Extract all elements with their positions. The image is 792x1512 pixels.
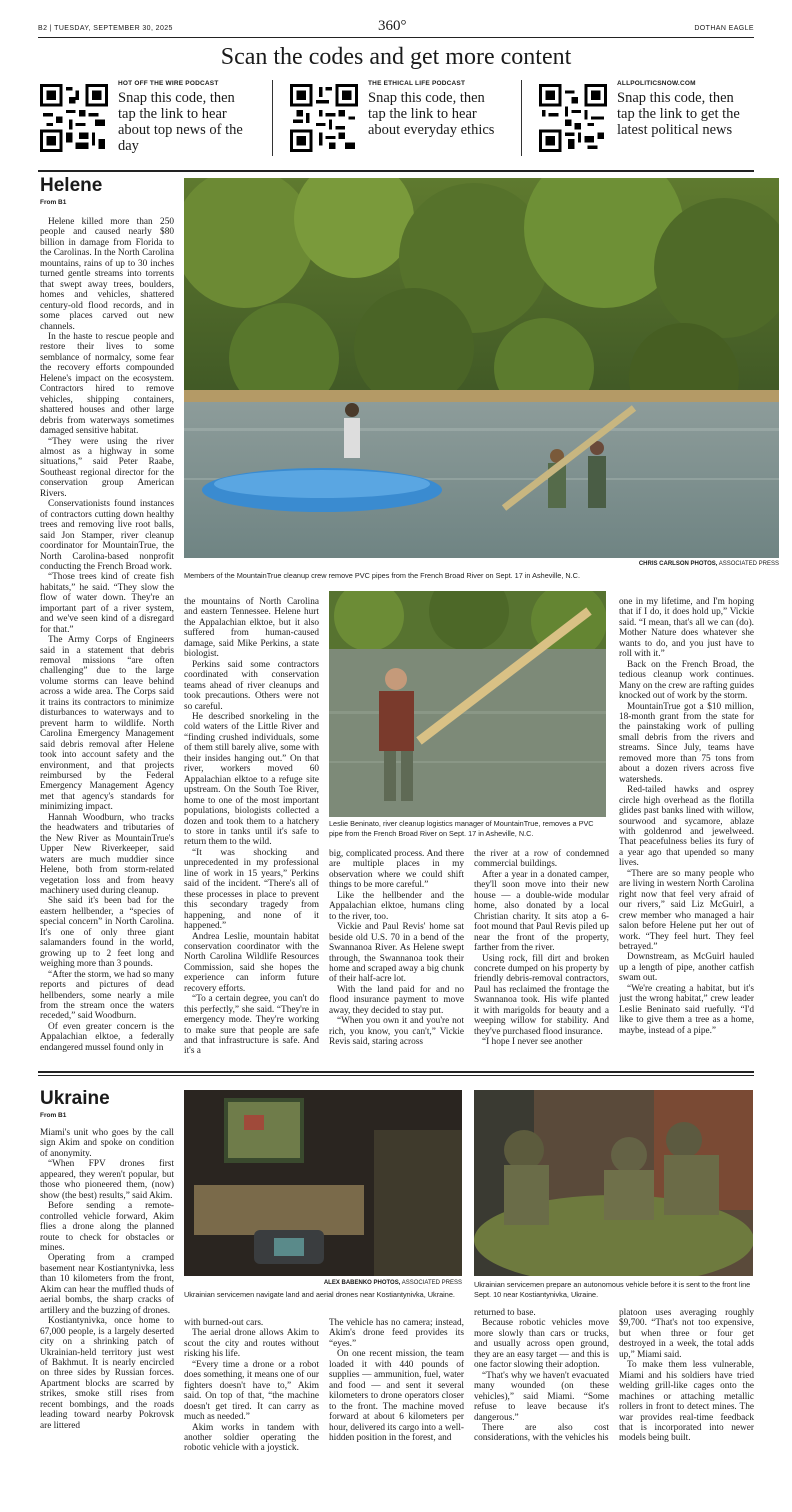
credit-organization: ASSOCIATED PRESS <box>718 561 779 567</box>
credit-organization: ASSOCIATED PRESS <box>401 1280 462 1286</box>
article-paragraph: “We're creating a habitat, but it's just the wrong habitat,” crew leader Leslie Beninato said ruefully. “I'd like to give them a tree as a home, maybe, instead of a pipe.” <box>619 983 754 1036</box>
article-paragraph: Before sending a remote-controlled vehicle forward, Akim flies a drone along the planned route to check for obstacles or mines. <box>40 1201 174 1253</box>
ukraine-caption-left: Ukrainian servicemen navigate land and aerial drones near Kostiantynivka, Ukraine. <box>184 1290 455 1299</box>
ukraine-photo-drones <box>184 1090 462 1276</box>
ukraine-column-5 <box>619 1308 754 1488</box>
ukraine-headline: Ukraine <box>40 1088 110 1109</box>
helene-photo-credit <box>639 561 779 567</box>
article-paragraph: Kostiantynivka, once home to 67,000 people, is a largely deserted city on a shrinking patch of Ukrainian-held territory just west of Bakhmut. It is nearly encircled on three sides by Russian forces. Apartment blocks are scarred by strikes, smoke still rises from recent bombings, and the roads leading toward nearby Pokrovsk are littered <box>40 1316 174 1431</box>
helene-column-1 <box>40 217 174 1087</box>
article-paragraph: Helene killed more than 250 people and caused nearly $80 billion in damage from Florida to the Carolinas. In the North Carolina mountains, rains of up to 30 inches turned gentle streams into torrents that swept away trees, boulders, homes and vehicles, shattered century-old flood records, and in some places carved out new channels. <box>40 217 174 332</box>
ukraine-column-3 <box>329 1318 464 1488</box>
article-paragraph: The vehicle has no camera; instead, Akim's drone feed provides its “eyes.” <box>329 1318 464 1349</box>
folio-rule <box>38 37 754 38</box>
folio-right: DOTHAN EAGLE <box>694 25 754 32</box>
article-paragraph: big, complicated process. And there are multiple places in my observation where we could shift things to be more careful.” <box>329 849 464 891</box>
article-paragraph: She said it's been bad for the eastern hellbender, a “species of special concern” in North Carolina. It's one of only three giant salamanders found in the world, growing up to 2 feet long and weighing more than 3 pounds. <box>40 896 174 970</box>
article-paragraph: Operating from a cramped basement near Kostiantynivka, less than 10 kilometers from the front, Akim can hear the muffled thuds of aerial bombs, the sharp cracks of artillery and the buzzing of drones. <box>40 1253 174 1316</box>
article-paragraph: “That's why we haven't evacuated many wounded (on these vehicles),” said Miami. “Some refuse to leave because it's dangerous.” <box>474 1370 609 1423</box>
article-paragraph: returned to base. <box>474 1308 536 1318</box>
article-paragraph: “After the storm, we had so many reports and pictures of dead hellbenders, some nearly a mile from the stream once the waters receded,” said Woodburn. <box>40 969 174 1022</box>
article-paragraph: “It was shocking and unprecedented in my professional line of work in 15 years,” Perkins said of the incident. “There's all of these processes in place to prevent this secondary tragedy from happening, and none of it happened.” <box>184 847 319 932</box>
helene-inset-caption: Leslie Beninato, river cleanup logistics manager of MountainTrue, removes a PVC pipe from the French Broad River on Sept. 17 in Asheville, N.C. <box>329 819 594 838</box>
promo-text-2: Snap this code, then tap the link to hear about everyday ethics <box>368 90 495 138</box>
qr-code-ethics-podcast[interactable] <box>290 84 358 152</box>
qr-code-wire-podcast[interactable] <box>40 84 108 152</box>
article-paragraph: “Those trees kind of create fish habitats,” he said. “They slow the flow of water down. They're an important part of a river system, and we've seen kind of a disregard for that.” <box>40 572 174 635</box>
promo-kicker-2: THE ETHICAL LIFE PODCAST <box>368 80 466 87</box>
ukraine-caption-right: Ukrainian servicemen prepare an autonomous vehicle before it is sent to the front line Sept. 10 near Kostiantynivka, Ukraine. <box>474 1280 751 1299</box>
article-paragraph: Like the hellbender and the Appalachian elktoe, humans cling to the river, too. <box>329 890 464 922</box>
article-paragraph: Miami's unit who goes by the call sign Akim and spoke on condition of anonymity. <box>40 1128 174 1159</box>
section-title: 360° <box>378 18 407 34</box>
article-paragraph: The Army Corps of Engineers said in a statement that debris removal missions “are often challenging” due to the large volume storms can leave behind across a wide area. The Corps said it trains its contractors to minimize disturbances to waterways and to prevent harm to wildlife. North Carolina Emergency Management said debris removal after Helene took into account safety and the environment, and that projects reimbursed by the Federal Emergency Management Agency met that agency's standards for minimizing impact. <box>40 635 174 813</box>
article-paragraph: “When FPV drones first appeared, they weren't popular, but those who pioneered them, (now) show (the best) results,” said Akim. <box>40 1159 174 1201</box>
helene-jump-line: From B1 <box>40 199 67 206</box>
qr-code-allpoliticsnow[interactable] <box>539 84 607 152</box>
promo-divider <box>521 80 522 156</box>
article-paragraph: To make them less vulnerable, Miami and his soldiers have tried welding grill-like cages onto the machines or attaching metallic rollers in front to detect mines. The war provides real-time feedback that is incorporated into newer models being built. <box>619 1360 754 1444</box>
photographer-name: CHRIS CARLSON PHOTOS, <box>638 561 718 567</box>
promo-kicker-1: HOT OFF THE WIRE PODCAST <box>118 80 219 87</box>
ukraine-column-2 <box>184 1318 319 1488</box>
promo-text-1: Snap this code, then tap the link to hear about top news of the day <box>118 90 243 154</box>
helene-main-caption: Members of the MountainTrue cleanup crew remove PVC pipes from the French Broad River on Sept. 17 in Asheville, N.C. <box>184 571 580 580</box>
article-paragraph: With the land paid for and no flood insurance payment to move away, they decided to stay put. <box>329 984 464 1016</box>
article-paragraph: In the haste to rescue people and restore their lives to some semblance of normalcy, some fear the recovery efforts compounded Helene's impact on the ecosystem. Contractors hired to remove vehicles, shipping containers, shattered houses and other large debris from waterways sometimes damaged sensitive habitat. <box>40 331 174 437</box>
article-paragraph: the river at a row of condemned commercial buildings. <box>474 849 609 870</box>
ukraine-column-1 <box>40 1128 174 1488</box>
article-paragraph: Perkins said some contractors coordinated with conservation teams ahead of river cleanups and took precautions. Others were not so careful. <box>184 659 319 712</box>
helene-main-photo <box>184 178 779 558</box>
article-paragraph: Conservationists found instances of contractors cutting down healthy trees and removing live root balls, said Jon Stamper, river cleanup coordinator for MountainTrue, the North Carolina-based nonprofit conducting the French Broad work. <box>40 499 174 572</box>
helene-headline: Helene <box>40 175 103 196</box>
article-paragraph: “They were using the river almost as a highway in some situations,” said Peter Raabe, Southeast regional director for the conservation group American Rivers. <box>40 436 174 499</box>
article-paragraph: “I hope I never see another <box>482 1037 583 1048</box>
section-rule <box>38 1075 754 1076</box>
article-paragraph: He described snorkeling in the cold waters of the Little River and “finding crushed individuals, some of them still barely alive, some with their insides hanging out.” On that river, workers moved 60 Appalachian elktoe to a refuge site upstream. On the South Toe River, home to one of the most important populations, biologists collected a dozen and took them to a hatchery to store in tanks until it's safe to return them to the wild. <box>184 711 319 848</box>
article-paragraph: “To a certain degree, you can't do this perfectly,” she said. “They're in emergency mode. They're working to make sure that people are safe and that infrastructure is safe. And it's a <box>184 994 319 1057</box>
helene-column-4 <box>474 849 609 1087</box>
section-rule <box>38 1071 754 1073</box>
article-paragraph: “Every time a drone or a robot does something, it means one of our fighters doesn't have to,” Akim said. On top of that, “the machine doesn't get tired. It can carry as much as needed.” <box>184 1359 319 1423</box>
ukraine-photo-credit <box>184 1280 462 1286</box>
article-paragraph: one in my lifetime, and I'm hoping that if I do, it does hold up,” Vickie said. “I mean, that's all we can (do). Mother Nature does whatever she wants to do, and you just have to roll with it.” <box>619 597 754 660</box>
article-paragraph: “When you own it and you're not rich, you know, you can't,” Vickie Revis said, staring across <box>329 1016 464 1048</box>
article-paragraph: Using rock, fill dirt and broken concrete dumped on his property by friendly debris-removal contractors, Paul has reclaimed the frontage the Swannanoa took. His wife planted it with marigolds for beauty and a weeping willow for stability. And they've purchased flood insurance. <box>474 953 609 1037</box>
article-paragraph: “There are so many people who are living in western North Carolina right now that feel very afraid of our rivers,” said Liz McGuirl, a crew member who managed a hair salon before Helene put her out of work. “They feel hurt. They feel betrayed.” <box>619 868 754 952</box>
article-paragraph: platoon uses averaging roughly $9,700. “That's not too expensive, but when three or four get destroyed in a week, the total adds up,” Miami said. <box>619 1308 754 1360</box>
ukraine-jump-line: From B1 <box>40 1112 67 1119</box>
promo-text-3: Snap this code, then tap the link to get the latest political news <box>617 90 740 138</box>
article-paragraph: On one recent mission, the team loaded it with 440 pounds of supplies — ammunition, fuel, water and food — and sent it several kilometers to drone operators closer to the front. The machine moved forward at about 6 kilometers per hour, delivered its cargo into a well-hidden position in the forest, and <box>329 1349 464 1443</box>
article-paragraph: Red-tailed hawks and osprey circle high overhead as the flotilla glides past banks lined with willow, sourwood and sycamore, ablaze with goldenrod and jewelweed. That peacefulness belies its fury of a year ago that upended so many lives. <box>619 785 754 869</box>
promo-title: Scan the codes and get more content <box>220 44 572 70</box>
ukraine-photo-vehicle <box>474 1090 753 1276</box>
helene-inset-photo <box>329 591 606 817</box>
article-paragraph: Of even greater concern is the Appalachian elktoe, a federally endangered mussel found only in <box>40 1021 174 1053</box>
helene-column-3 <box>329 849 464 1087</box>
article-paragraph: Akim works in tandem with another soldier operating the robotic vehicle with a joystick. <box>184 1422 319 1454</box>
article-paragraph: Because robotic vehicles move more slowly than cars or trucks, and usually across open ground, they are an easy target — and this is one factor slowing their adoption. <box>474 1318 609 1371</box>
ukraine-column-4 <box>474 1308 609 1488</box>
article-paragraph: After a year in a donated camper, they'll soon move into their new house — a double-wide modular home, also donated by a local Christian charity. It sits atop a 6-foot mound that Paul Revis piled up near the front of the property, farther from the river. <box>474 869 609 954</box>
article-paragraph: Hannah Woodburn, who tracks the headwaters and tributaries of the New River as MountainTrue's Upper New Riverkeeper, said waters are much muddier since Helene, both from storm-related vegetation loss and from heavy machinery used during cleanup. <box>40 812 174 896</box>
helene-column-5 <box>619 597 754 1087</box>
promo-kicker-3: ALLPOLITICSNOW.COM <box>617 80 696 87</box>
article-paragraph: Vickie and Paul Revis' home sat beside old U.S. 70 in a bend of the Swannanoa River. As Helene swept through, the Swannanoa took their home and scraped away a big chunk of their half-acre lot. <box>329 922 464 985</box>
promo-divider <box>272 80 273 156</box>
article-paragraph: There are also cost considerations, with the vehicles his <box>474 1422 609 1444</box>
article-paragraph: Andrea Leslie, mountain habitat conservation coordinator with the North Carolina Wildlife Resources Commission, said she hopes the experience can inform future recovery efforts. <box>184 931 319 994</box>
article-paragraph: MountainTrue got a $10 million, 18-month grant from the state for the painstaking work of pulling small debris from the rivers and streams. Since July, teams have removed more than 75 tons from about a dozen rivers across five watersheds. <box>619 701 754 785</box>
article-paragraph: The aerial drone allows Akim to scout the city and routes without risking his life. <box>184 1328 319 1360</box>
folio-left: B2 | TUESDAY, SEPTEMBER 30, 2025 <box>38 25 173 32</box>
article-paragraph: Downstream, as McGuirl hauled up a length of pipe, another catfish swam out. <box>619 952 754 984</box>
article-paragraph: with burned-out cars. <box>184 1318 264 1328</box>
helene-column-2 <box>184 597 319 1087</box>
section-rule <box>38 170 754 172</box>
article-paragraph: Back on the French Broad, the tedious cleanup work continues. Many on the crew are rafting guides knocked out of work by the storm. <box>619 659 754 702</box>
photographer-name: ALEX BABENKO PHOTOS, <box>323 1280 401 1286</box>
article-paragraph: the mountains of North Carolina and eastern Tennessee. Helene hurt the Appalachian elktoe, but it also suffered from human-caused damage, said Mike Perkins, a state biologist. <box>184 597 319 660</box>
